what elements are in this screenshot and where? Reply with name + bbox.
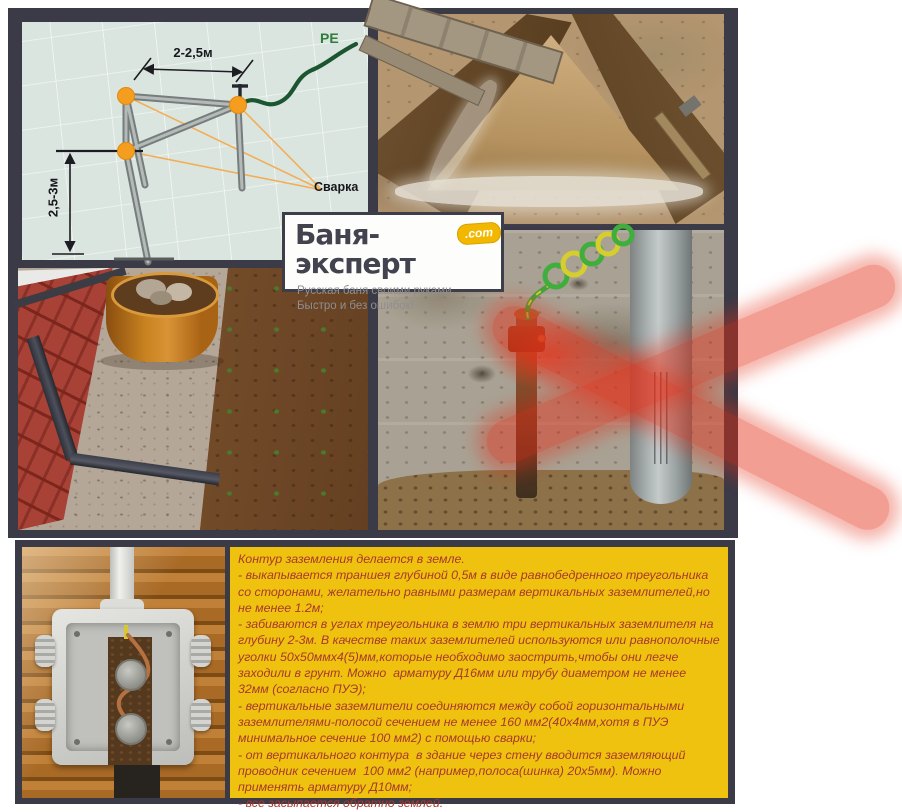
pe-wire bbox=[243, 44, 356, 104]
instruction-line: Контур заземления делается в земле. bbox=[238, 552, 465, 566]
instruction-line: - все засыпается обратно землей. bbox=[238, 796, 444, 811]
brand-tagline-2: Быстро и без ошибок! bbox=[297, 299, 414, 312]
bolt bbox=[115, 659, 147, 691]
red-spray-glow bbox=[490, 318, 606, 392]
dimension-horizontal-label: 2-2,5м bbox=[173, 45, 213, 60]
dimension-vertical-label: 2,5-3м bbox=[45, 177, 61, 218]
brand-logo-row bbox=[295, 220, 501, 279]
instruction-line: - выкапывается траншея глубиной 0,5м в виде равнобедренного треугольника со сторонами, желательно равными размерам вертикальных заземлителей,но не менее 1.2м; bbox=[238, 568, 714, 615]
bucket-with-stones bbox=[106, 276, 218, 362]
instruction-line: - от вертикального контура в здание через стену вводится заземляющий проводник сечением 100 мм2 (например,полоса(шинка) 20х5мм). Можно применять арматуру Д10мм; bbox=[238, 747, 689, 795]
ground-strip-horizontal bbox=[70, 453, 220, 486]
ground-electrodes-highlight bbox=[126, 96, 242, 262]
collage-bottom-frame bbox=[15, 540, 735, 811]
instructions-panel bbox=[230, 547, 728, 811]
instruction-line: - вертикальные заземлители соединяются между собой горизонтальными заземлителями-полосой сечением не менее 160 мм2(40х4мм,хотя в ПУЭ минимальное сечение 100 мм2) с помощью сварки; bbox=[238, 698, 688, 746]
photo-trench-triangle bbox=[378, 14, 724, 224]
brand-domain-badge: .com bbox=[456, 221, 501, 245]
bucket-opening bbox=[111, 272, 219, 318]
brand-tagline-1: Русская баня своими руками bbox=[297, 284, 452, 297]
weld-label: Сварка bbox=[314, 180, 359, 194]
brand-name: Баня-эксперт bbox=[295, 218, 415, 281]
stone bbox=[150, 291, 172, 305]
dimension-horizontal bbox=[134, 58, 253, 82]
brand-logo-card bbox=[282, 212, 504, 312]
collage-top-frame bbox=[8, 8, 738, 538]
black-ground-strip bbox=[114, 765, 160, 798]
instruction-line: - забиваются в углах треугольника в землю три вертикальных заземлителя на глубину 2-3м. В качестве таких заземлителей используются или равнополочные уголки 50х50ммх4(5)мм,которые необходимо заострить,чтобы они легче заходили в грунт. Можно арматуру Д16мм или трубу диаметром не менее 32мм (согласно ПУЭ); bbox=[238, 617, 724, 697]
photo-junction-box bbox=[22, 547, 225, 798]
pe-label: PE bbox=[320, 30, 339, 46]
bolt bbox=[115, 713, 147, 745]
